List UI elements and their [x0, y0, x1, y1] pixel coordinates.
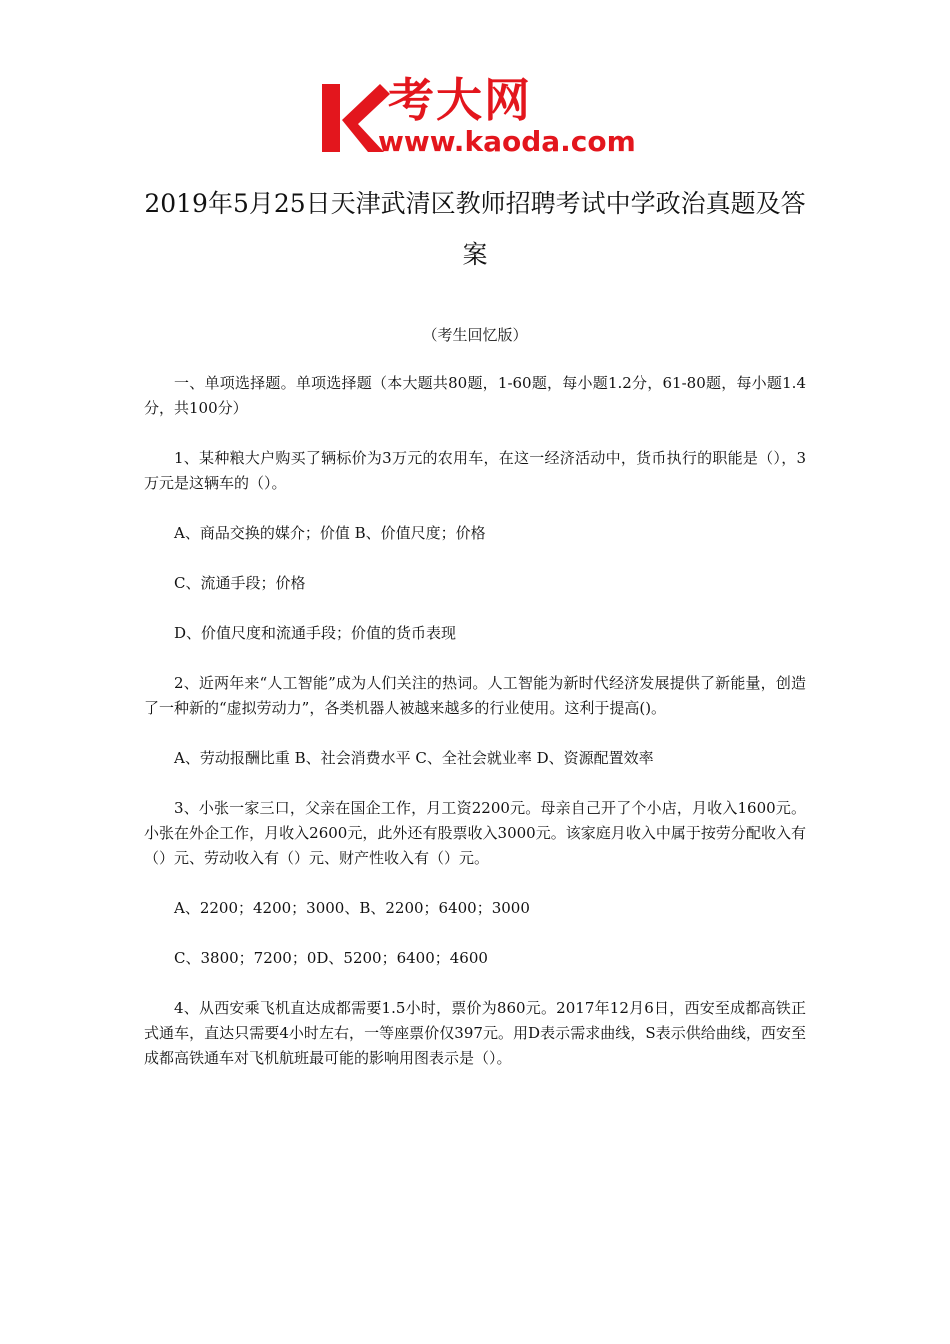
question-3: 3、小张一家三口，父亲在国企工作，月工资2200元。母亲自己开了个小店，月收入1600元。小张在外企工作，月收入2600元，此外还有股票收入3000元。该家庭月收入中属于按劳分配收入有（）元、劳动收入有（）元、财产性收入有（）元。: [144, 799, 806, 867]
question-1-option-d: D、价值尺度和流通手段；价值的货币表现: [174, 624, 457, 642]
logo-url-text: www.kaoda.com: [378, 125, 636, 158]
question-1-option-c: C、流通手段；价格: [174, 574, 306, 592]
question-1-options-ab: A、商品交换的媒介；价值 B、价值尺度；价格: [174, 524, 486, 542]
document-subtitle: （考生回忆版）: [422, 326, 528, 344]
kaoda-logo: [318, 74, 638, 160]
question-3-options-ab: A、2200；4200；3000、B、2200；6400；3000: [174, 899, 530, 917]
question-2-options: A、劳动报酬比重 B、社会消费水平 C、全社会就业率 D、资源配置效率: [174, 749, 654, 767]
document-title: 2019年5月25日天津武清区教师招聘考试中学政治真题及答案: [144, 189, 806, 269]
document-body: [144, 371, 806, 1096]
question-3-options-cd: C、3800；7200；0D、5200；6400；4600: [174, 949, 488, 967]
question-4: 4、从西安乘飞机直达成都需要1.5小时，票价为860元。2017年12月6日，西安至成都高铁正式通车，直达只需要4小时左右，一等座票价仅397元。用D表示需求曲线，S表示供给曲线，西安至成都高铁通车对飞机航班最可能的影响用图表示是（）。: [144, 999, 806, 1067]
question-2: 2、近两年来“人工智能”成为人们关注的热词。人工智能为新时代经济发展提供了新能量，创造了一种新的“虚拟劳动力”，各类机器人被越来越多的行业使用。这利于提高()。: [144, 674, 806, 717]
question-1: 1、某种粮大户购买了辆标价为3万元的农用车，在这一经济活动中，货币执行的职能是（），3万元是这辆车的（）。: [144, 449, 806, 492]
logo-brand-text: 考大网: [388, 73, 532, 127]
section-heading: 一、单项选择题。单项选择题（本大题共80题，1-60题，每小题1.2分，61-80题，每小题1.4分，共100分）: [144, 374, 806, 417]
